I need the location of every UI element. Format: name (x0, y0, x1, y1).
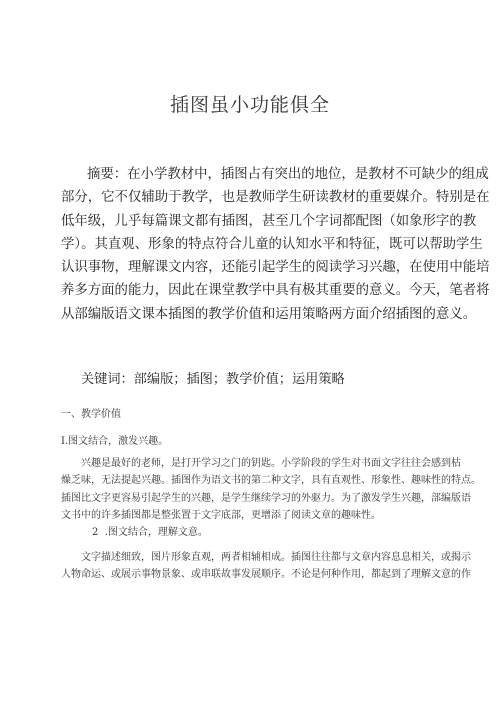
paragraph-line: 人物命运、或展示事物景象、或串联故事发展顺序。不论是何种作用，都起到了理解文意的作 (61, 569, 471, 581)
abstract-line: 养多方面的能力，因此在课堂教学中具有极其重要的意义。今天，笔者将 (61, 283, 490, 299)
body-paragraph (61, 455, 481, 524)
keywords-line: 关键词：部编版；插图；教学价值；运用策略 (81, 372, 345, 387)
body-paragraph (61, 549, 471, 584)
abstract-line: 部分，它不仅辅助于教学，也是教师学生研读教材的重要媒介。特别是在 (61, 190, 490, 206)
abstract-line: 低年级，儿乎每篇课文都有插图，甚至几个字词都配图（如象形字的教 (61, 213, 477, 229)
paragraph-line: 文字描述细致，图片形象直观，两者相辅相成。插图往往都与文章内容息息相关，或揭示 (81, 552, 471, 563)
section-heading: 一、教学价值 (61, 409, 121, 420)
abstract-line: 认识事物，理解课文内容，还能引起学生的阅读学习兴趣，在使用中能培 (61, 260, 490, 276)
paragraph-line: 兴趣是最好的老师，是打开学习之门的钥匙。小学阶段的学生对书面文字往往会感到枯 (81, 458, 461, 469)
page-title: 插图虽小功能俱全 (169, 94, 330, 116)
abstract-line: 摘要：在小学教材中，插图占有突出的地位，是教材不可缺少的组成 (87, 167, 489, 182)
subsection-heading: I.图文结合，激发兴趣。 (61, 436, 169, 447)
paragraph-line: 插图比文字更容易引起学生的兴趣，是学生继续学习的外驱力。为了激发学生兴趣，部编版语 (61, 492, 471, 504)
paragraph-line: 燥乏味，无法提起兴趣。插图作为语文书的第二种文字，具有直观性、形象性、趣味性的特点。 (61, 475, 481, 487)
abstract-paragraph (61, 163, 490, 326)
abstract-line: 从部编版语文课本插图的教学价值和运用策略两方面介绍插图的意义。 (61, 306, 477, 322)
paragraph-line: 文书中的许多插图都是整张置于文字底部，更增添了阅读文章的趣味性。 (61, 509, 381, 521)
subsection-heading: 2 .图文结合，理解文意。 (92, 527, 208, 538)
abstract-line: 学）。其直观、形象的特点符合儿童的认知水平和特征，既可以帮助学生 (61, 236, 483, 252)
